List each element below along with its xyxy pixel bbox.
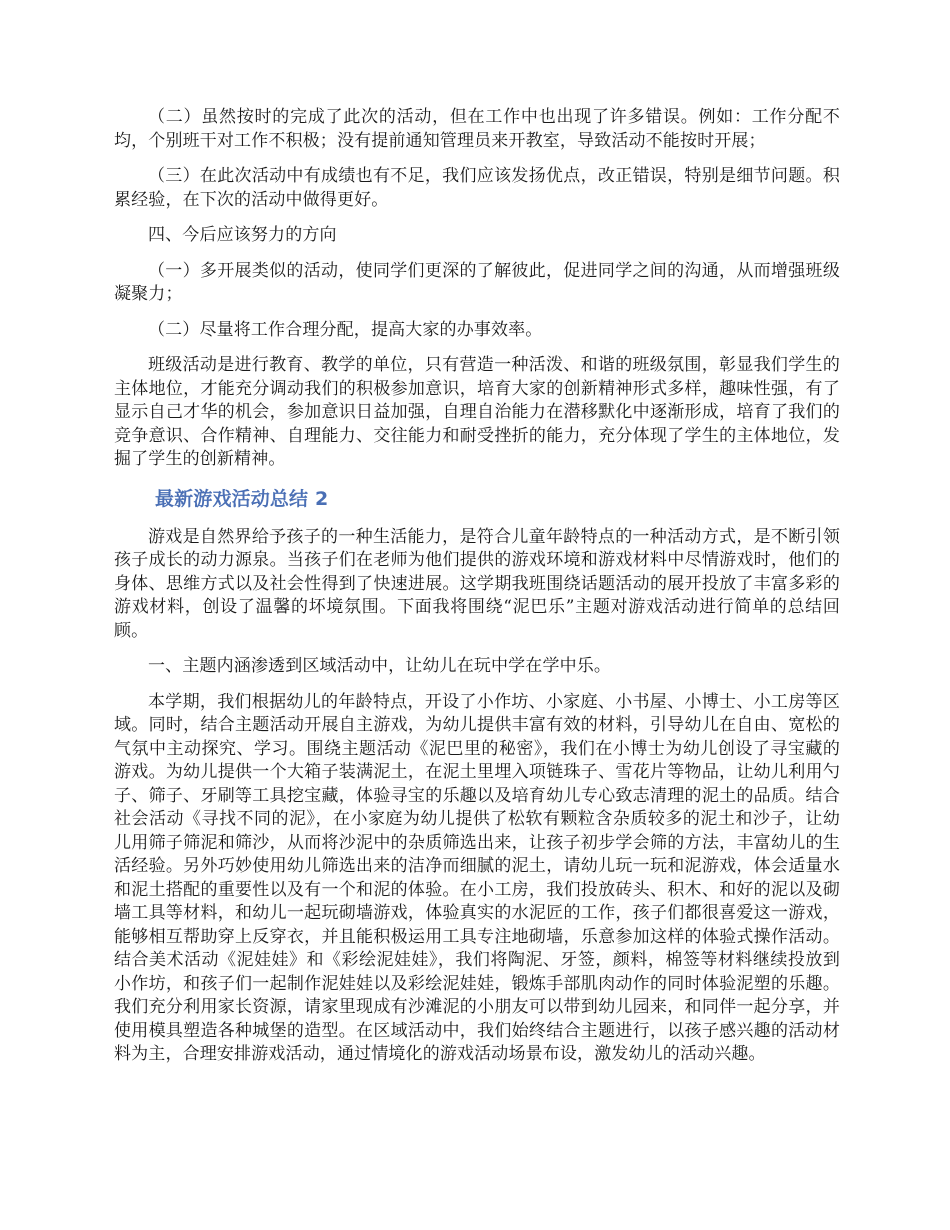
paragraph: （二）尽量将工作合理分配，提高大家的办事效率。 xyxy=(148,319,543,340)
paragraph: （二）虽然按时的完成了此次的活动，但在工作中也出现了许多错误。例如：工作分配不均，个别班干对工作不积极；没有提前通知管理员来开教室，导致活动不能按时开展； xyxy=(114,107,840,151)
paragraph: （三）在此次活动中有成绩也有不足，我们应该发扬优点，改正错误，特别是细节问题。积累经验，在下次的活动中做得更好。 xyxy=(114,166,840,210)
section-heading: 最新游戏活动总结 2 xyxy=(155,487,329,510)
section-subheading: 一、主题内涵渗透到区域活动中，让幼儿在玩中学在学中乐。 xyxy=(148,656,612,676)
paragraph: （一）多开展类似的活动，使同学们更深的了解彼此，促进同学之间的沟通，从而增强班级凝聚力； xyxy=(114,260,840,304)
paragraph: 游戏是自然界给予孩子的一种生活能力，是符合儿童年龄特点的一种活动方式，是不断引领孩子成长的动力源泉。当孩子们在老师为他们提供的游戏环境和游戏材料中尽情游戏时，他们的身体、思维方式以及社会性得到了快速进展。这学期我班围绕话题活动的展开投放了丰富多彩的游戏材料，创设了温馨的坏境氛围。下面我将围绕“泥巴乐”主题对游戏活动进行简单的总结回顾。 xyxy=(114,526,840,641)
paragraph: 班级活动是进行教育、教学的单位，只有营造一种活泼、和谐的班级氛围，彰显我们学生的主体地位，才能充分调动我们的积极参加意识，培育大家的创新精神形式多样，趣味性强，有了显示自己才华的机会，参加意识日益加强，自理自治能力在潜移默化中逐渐形成，培育了我们的竞争意识、合作精神、自理能力、交往能力和耐受挫折的能力，充分体现了学生的主体地位，发掘了学生的创新精神。 xyxy=(114,355,840,469)
document-page xyxy=(114,106,840,1079)
section-subheading: 四、今后应该努力的方向 xyxy=(148,225,337,245)
paragraph: 本学期，我们根据幼儿的年龄特点，开设了小作坊、小家庭、小书屋、小博士、小工房等区域。同时，结合主题活动开展自主游戏，为幼儿提供丰富有效的材料，引导幼儿在自由、宽松的气氛中主动探究、学习。围绕主题活动《泥巴里的秘密》，我们在小博士为幼儿创设了寻宝藏的游戏。为幼儿提供一个大箱子装满泥土，在泥土里埋入项链珠子、雪花片等物品，让幼儿利用勺子、筛子、牙刷等工具挖宝藏，体验寻宝的乐趣以及培育幼儿专心致志清理的泥土的品质。结合社会活动《寻找不同的泥》，在小家庭为幼儿提供了松软有颗粒含杂质较多的泥土和沙子，让幼儿用筛子筛泥和筛沙，从而将沙泥中的杂质筛选出来，让孩子初步学会筛的方法，丰富幼儿的生活经验。另外巧妙使用幼儿筛选出来的洁净而细腻的泥土，请幼儿玩一玩和泥游戏，体会适量水和泥土搭配的重要性以及有一个和泥的体验。在小工房，我们投放砖头、积木、和好的泥以及砌墙工具等材料，和幼儿一起玩砌墙游戏，体验真实的水泥匠的工作，孩子们都很喜爱这一游戏，能够相互帮助穿上反穿衣，并且能积极运用工具专注地砌墙，乐意参加这样的体验式操作活动。结合美术活动《泥娃娃》和《彩绘泥娃娃》，我们将陶泥、牙签，颜料，棉签等材料继续投放到小作坊，和孩子们一起制作泥娃娃以及彩绘泥娃娃，锻炼手部肌肉动作的同时体验泥塑的乐趣。我们充分利用家长资源，请家里现成有沙滩泥的小朋友可以带到幼儿园来，和同伴一起分享，并使用模具塑造各种城堡的造型。在区域活动中，我们始终结合主题进行，以孩子感兴趣的活动材料为主，合理安排游戏活动，通过情境化的游戏活动场景布设，激发幼儿的活动兴趣。 xyxy=(114,691,840,1064)
